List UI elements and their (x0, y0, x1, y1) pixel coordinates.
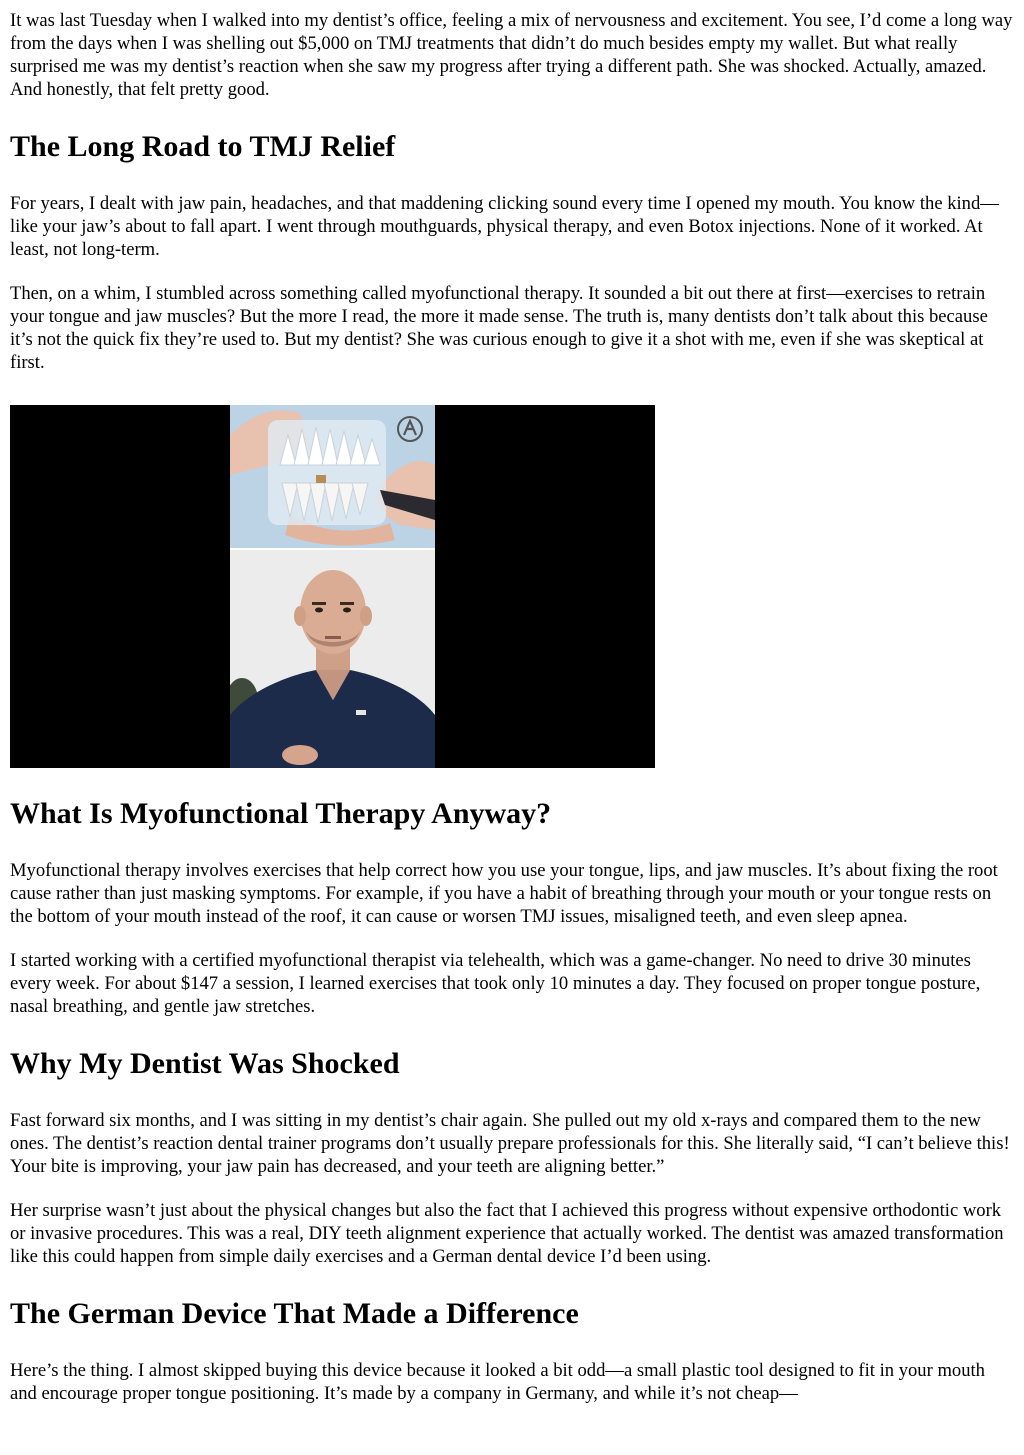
heading-german-device: The German Device That Made a Difference (10, 1297, 579, 1330)
presenter-image (230, 550, 435, 768)
article (0, 9, 1024, 1405)
paragraph: Her surprise wasn’t just about the physical changes but also the fact that I achieved this progress without expensive orthodontic work or invasive procedures. This was a real, DIY teeth alignment experience that actually worked. The dentist was amazed transformation like this could happen from simple daily exercises and a German dental device I’d been using. (10, 1200, 1004, 1267)
paragraph: Fast forward six months, and I was sitting in my dentist’s chair again. She pulled out my old x-rays and compared them to the new ones. The dentist’s reaction dental trainer programs don’t usually prepare professionals for this. She literally said, “I can’t believe this! Your bite is improving, your jaw pain has decreased, and your teeth are aligning better.” (10, 1110, 1010, 1177)
paragraph: Then, on a whim, I stumbled across something called myofunctional therapy. It sounded a bit out there at first—exercises to retrain your tongue and jaw muscles? But the more I read, the more it made sense. The truth is, many dentists don’t talk about this because it’s not the quick fix they’re used to. But my dentist? She was curious enough to give it a shot with me, even if she was skeptical at first. (10, 283, 988, 373)
paragraph: Here’s the thing. I almost skipped buying this device because it looked a bit odd—a small plastic tool designed to fit in your mouth and encourage proper tongue positioning. It’s made by a company in Germany, and while it’s not cheap— (10, 1360, 985, 1404)
teeth-model-image (230, 405, 435, 548)
channel-logo-icon (396, 415, 424, 443)
paragraph: For years, I dealt with jaw pain, headaches, and that maddening clicking sound every time I opened my mouth. You know the kind—like your jaw’s about to fall apart. I went through mouthguards, physical therapy, and even Botox injections. None of it worked. At least, not long-term. (10, 193, 999, 260)
video-frame (230, 405, 435, 768)
heading-dentist-shocked: Why My Dentist Was Shocked (10, 1047, 400, 1080)
intro-paragraph: It was last Tuesday when I walked into my dentist’s office, feeling a mix of nervousness and excitement. You see, I’d come a long way from the days when I was shelling out $5,000 on TMJ treatments that didn’t do much besides empty my wallet. But what really surprised me was my dentist’s reaction when she saw my progress after trying a different path. She was shocked. Actually, amazed. And honestly, that felt pretty good. (10, 10, 1013, 100)
heading-tmj-relief: The Long Road to TMJ Relief (10, 130, 396, 163)
embedded-video[interactable] (10, 405, 655, 768)
paragraph: Myofunctional therapy involves exercises that help correct how you use your tongue, lips, and jaw muscles. It’s about fixing the root cause rather than just masking symptoms. For example, if you have a habit of breathing through your mouth or your tongue rests on the bottom of your mouth instead of the roof, it can cause or worsen TMJ issues, misaligned teeth, and even sleep apnea. (10, 860, 998, 927)
heading-myofunctional-therapy: What Is Myofunctional Therapy Anyway? (10, 797, 552, 830)
paragraph: I started working with a certified myofunctional therapist via telehealth, which was a game-changer. No need to drive 30 minutes every week. For about $147 a session, I learned exercises that took only 10 minutes a day. They focused on proper tongue posture, nasal breathing, and gentle jaw stretches. (10, 950, 981, 1017)
